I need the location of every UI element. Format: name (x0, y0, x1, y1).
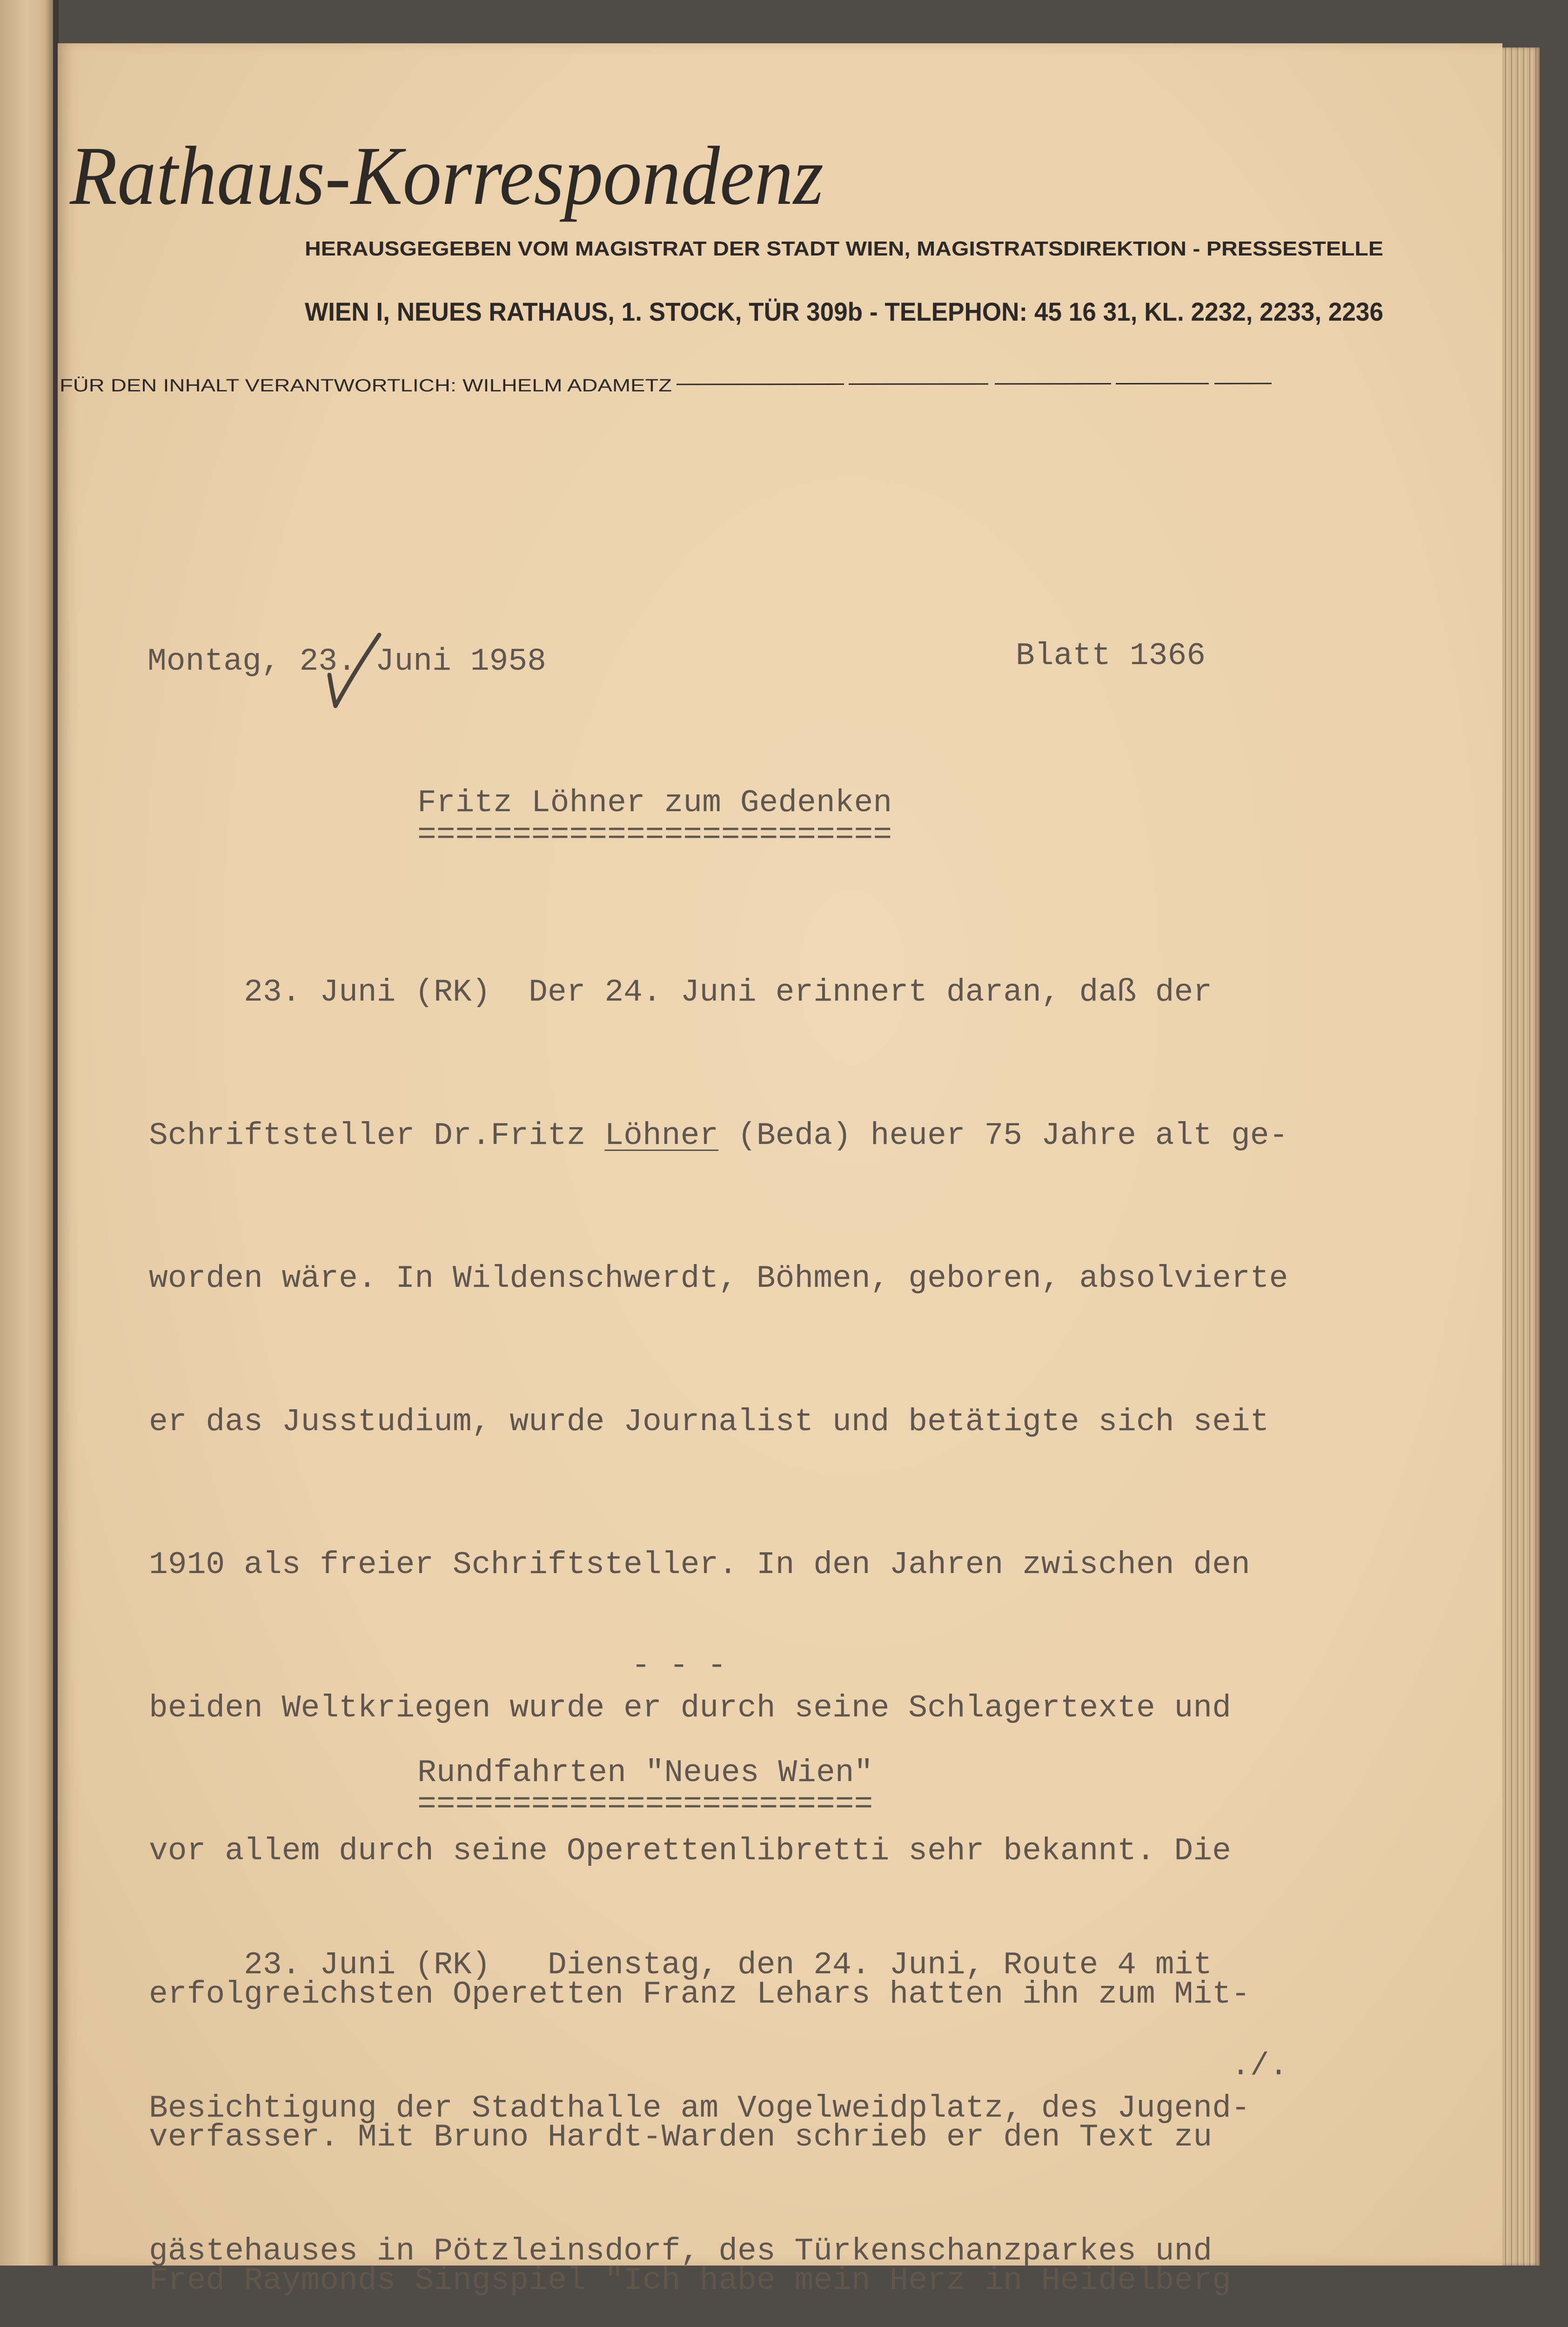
section-separator: - - - (631, 1648, 727, 1684)
masthead-responsible-line: FÜR DEN INHALT VERANTWORTLICH: WILHELM ADAMETZ (60, 376, 672, 396)
article-title: Fritz Löhner zum Gedenken (417, 785, 892, 821)
line-segment: Schriftsteller Dr.Fritz (149, 1117, 605, 1154)
article-title-rule: ======================== (417, 1787, 873, 1823)
article-line: vor allem durch seine Operettenlibretti sehr bekannt. Die (149, 1833, 1231, 1869)
article-line: Fred Raymonds Singspiel "Ich habe mein Herz in Heidelberg (149, 2262, 1231, 2299)
sheet-number: Blatt 1366 (1016, 638, 1206, 674)
article-line: erfolgreichsten Operetten Franz Lehars hatten ihn zum Mit- (149, 1976, 1250, 2012)
handwritten-checkmark (316, 628, 391, 717)
article-line: worden wäre. In Wildenschwerdt, Böhmen, geboren, absolvierte (149, 1261, 1288, 1297)
article-line: 23. Juni (RK) Der 24. Juni erinnert daran, daß der (244, 975, 1213, 1010)
article-line: 23. Juni (RK) Dienstag, den 24. Juni, Route 4 mit (244, 1947, 1213, 1983)
article-line: 1910 als freier Schriftsteller. In den Jahren zwischen den (149, 1547, 1250, 1583)
article-line: gästehauses in Pötzleinsdorf, des Türkenschanzparkes und (149, 2233, 1213, 2269)
underlined-name: Löhner (604, 1117, 719, 1154)
continuation-mark: ./. (1231, 2048, 1288, 2084)
masthead-title: Rathaus-Korrespondenz (69, 129, 824, 222)
article-line (149, 1112, 1326, 1160)
masthead-address-line: WIEN I, NEUES RATHAUS, 1. STOCK, TÜR 309b - TELEPHON: 45 16 31, KL. 2232, 2233, 2236 (305, 297, 1383, 326)
masthead (0, 0, 1568, 419)
masthead-rule (677, 383, 1272, 384)
article-title: Rundfahrten "Neues Wien" (417, 1755, 873, 1791)
article-body (149, 1846, 1250, 2327)
article-line: er das Jusstudium, wurde Journalist und betätigte sich seit (149, 1404, 1269, 1440)
masthead-publisher-line: HERAUSGEGEBEN VOM MAGISTRAT DER STADT WIEN, MAGISTRATSDIREKTION - PRESSESTELLE (305, 237, 1383, 260)
dateline-date: Montag, 23. Juni 1958 (147, 644, 546, 679)
line-segment: (Beda) heuer 75 Jahre alt ge- (718, 1117, 1288, 1154)
article-line: beiden Weltkriegen wurde er durch seine Schlagertexte und (149, 1690, 1231, 1726)
article-title-rule: ========================= (417, 817, 892, 853)
article-line: Besichtigung der Stadthalle am Vogelweidplatz, des Jugend- (149, 2090, 1250, 2126)
article-line: verfasser. Mit Bruno Hardt-Warden schrieb er den Text zu (149, 2119, 1213, 2155)
